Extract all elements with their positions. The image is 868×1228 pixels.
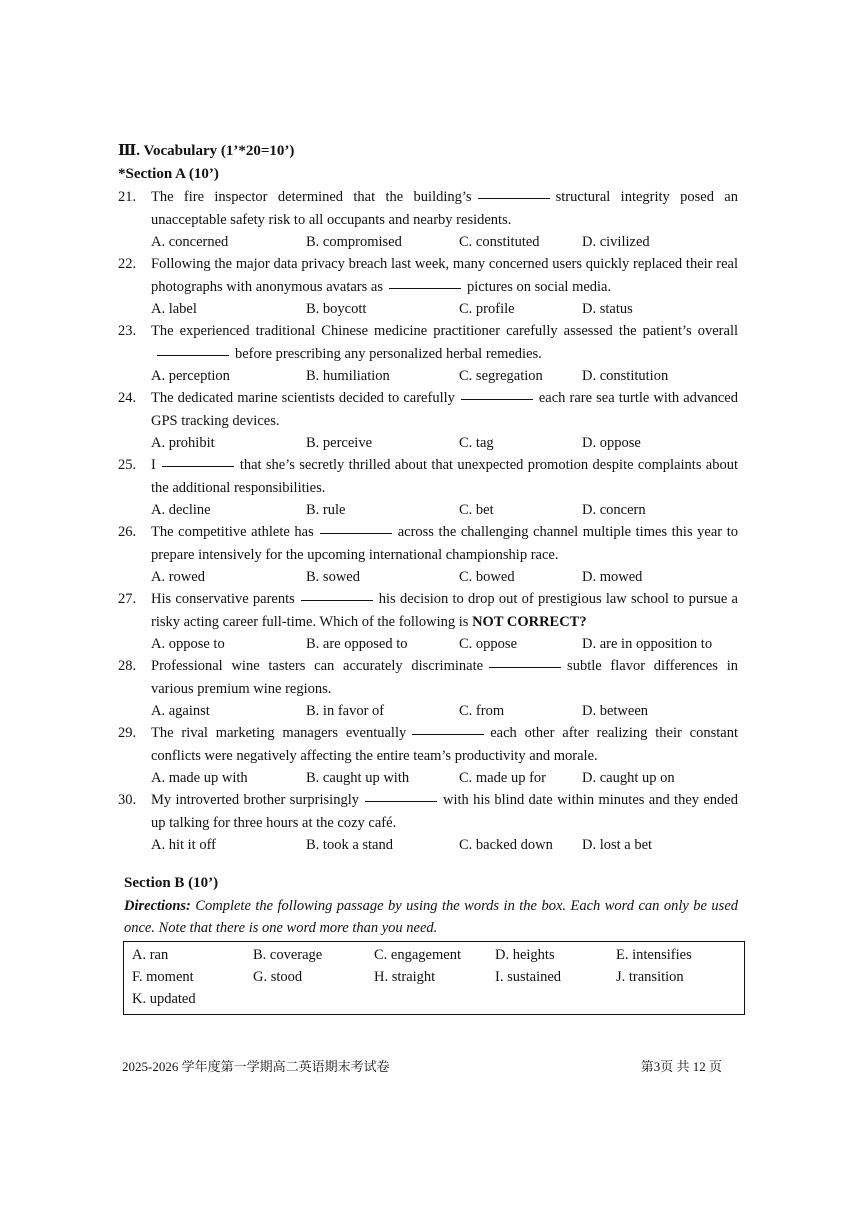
question-text-after: with his blind date within minutes and they ended up talking for three hours at the cozy café. [151,792,738,831]
question-item [118,253,738,320]
option-a[interactable]: A. oppose to [151,636,225,652]
options-row [118,231,738,253]
answer-blank[interactable] [389,287,461,289]
answer-blank[interactable] [489,666,561,668]
directions-text: Complete the following passage by using the words in the box. Each word can only be used once. Note that there is one word more than you need. [124,898,739,936]
question-text-after: structural integrity posed an unacceptable safety risk to all occupants and nearby residents. [151,189,738,228]
question-stem [118,655,738,700]
question-number: 28. [118,658,137,674]
question-item [118,320,738,387]
question-number: 24. [118,390,137,406]
option-b[interactable]: B. perceive [306,435,373,451]
answer-blank[interactable] [365,800,437,802]
word-box-item: D. heights [495,947,555,963]
question-stem [118,253,738,298]
word-box-item: H. straight [374,969,436,985]
options-row [118,834,738,856]
question-stem [118,454,738,499]
word-box [123,941,745,1015]
question-number: 22. [118,256,137,272]
option-b[interactable]: B. boycott [306,301,367,317]
question-text [151,186,738,231]
question-item [118,186,738,253]
option-c[interactable]: C. tag [459,435,494,451]
question-number: 27. [118,591,137,607]
question-number: 30. [118,792,137,808]
footer-exam-title: 2025-2026 学年度第一学期高二英语期末考试卷 [122,1059,390,1074]
question-text-before: The fire inspector determined that the building’s [151,189,472,205]
answer-blank[interactable] [461,398,533,400]
option-d[interactable]: D. status [582,301,633,317]
answer-blank[interactable] [157,354,229,356]
question-text-before: The experienced traditional Chinese medicine practitioner carefully assessed the patient’s overall [151,323,738,339]
question-text [151,588,738,633]
question-item [118,454,738,521]
option-a[interactable]: A. concerned [151,234,229,250]
answer-blank[interactable] [412,733,484,735]
word-box-item: A. ran [132,947,169,963]
question-text-before: Following the major data privacy breach last week, many concerned users quickly replaced their real photographs with anonymous avatars as [151,256,738,295]
question-text-after: across the challenging channel multiple times this year to prepare intensively for the upcoming international championship race. [151,524,738,563]
question-item [118,588,738,655]
word-box-item: I. sustained [495,969,562,985]
question-number: 23. [118,323,137,339]
vocabulary-section [118,140,738,1015]
question-text-after: his decision to drop out of prestigious law school to pursue a risky acting career full-time. Which of the following is [151,591,738,630]
option-c[interactable]: C. bowed [459,569,515,585]
question-item [118,722,738,789]
option-d[interactable]: D. between [582,703,649,719]
option-c[interactable]: C. made up for [459,770,546,786]
option-c[interactable]: C. constituted [459,234,540,250]
option-b[interactable]: B. in favor of [306,703,385,719]
option-b[interactable]: B. rule [306,502,346,518]
question-stem [118,320,738,365]
question-text-after: pictures on social media. [466,278,612,295]
question-item [118,789,738,856]
question-text [151,521,738,566]
question-number: 25. [118,457,137,473]
option-a[interactable]: A. rowed [151,569,205,585]
question-text-before: The dedicated marine scientists decided to carefully [151,390,455,406]
answer-blank[interactable] [478,197,550,199]
option-d[interactable]: D. mowed [582,569,643,585]
option-a[interactable]: A. decline [151,502,211,518]
option-c[interactable]: C. profile [459,301,515,317]
directions [118,895,738,939]
question-text [151,722,738,767]
word-box-item: J. transition [616,969,684,985]
option-c[interactable]: C. backed down [459,837,553,853]
option-b[interactable]: B. sowed [306,569,360,585]
question-stem [118,387,738,432]
option-a[interactable]: A. label [151,301,197,317]
option-d[interactable]: D. oppose [582,435,641,451]
option-a[interactable]: A. prohibit [151,435,215,451]
option-d[interactable]: D. civilized [582,234,650,250]
options-row [118,767,738,789]
question-text-after: each other after realizing their constant conflicts were negatively affecting the entire team’s productivity and morale. [151,725,738,764]
option-b[interactable]: B. compromised [306,234,402,250]
question-text-after: subtle flavor differences in various premium wine regions. [151,658,738,697]
option-b[interactable]: B. humiliation [306,368,390,384]
option-b[interactable]: B. took a stand [306,837,393,853]
answer-blank[interactable] [320,532,392,534]
options-row [118,633,738,655]
option-d[interactable]: D. are in opposition to [582,636,713,652]
options-row [118,298,738,320]
option-d[interactable]: D. concern [582,502,646,518]
question-text-before: The competitive athlete has [151,524,314,540]
question-text-before: His conservative parents [151,591,295,607]
option-a[interactable]: A. made up with [151,770,248,786]
section-b-title: Section B (10’) [124,875,219,891]
question-text-after: that she’s secretly thrilled about that unexpected promotion despite complaints about the additional responsibilities. [151,457,738,496]
question-item [118,521,738,588]
options-row [118,566,738,588]
question-text-before: I [151,457,156,473]
vocabulary-title: Ⅲ. Vocabulary (1’*20=10’) [118,143,295,159]
question-text-before: My introverted brother surprisingly [151,792,359,808]
question-stem [118,789,738,834]
option-b[interactable]: B. caught up with [306,770,410,786]
option-a[interactable]: A. hit it off [151,837,216,853]
answer-blank[interactable] [301,599,373,601]
word-box-item: B. coverage [253,947,323,963]
option-c[interactable]: C. segregation [459,368,543,384]
question-number: 26. [118,524,137,540]
question-text-before: Professional wine tasters can accurately discriminate [151,658,484,674]
option-c[interactable]: C. from [459,703,505,719]
question-number: 21. [118,189,137,205]
question-emphasis: NOT CORRECT? [472,613,587,630]
word-box-item: C. engagement [374,947,461,963]
answer-blank[interactable] [162,465,234,467]
question-text [151,253,738,298]
question-text [151,320,738,365]
question-list [118,186,738,856]
question-text [151,387,738,432]
option-a[interactable]: A. against [151,703,210,719]
question-item [118,655,738,722]
question-stem [118,186,738,231]
question-stem [118,588,738,633]
options-row [118,365,738,387]
option-a[interactable]: A. perception [151,368,230,384]
question-text-after: each rare sea turtle with advanced GPS tracking devices. [151,390,738,429]
section-a-title: *Section A (10’) [118,166,219,182]
question-text [151,789,738,834]
directions-label: Directions: [124,898,191,914]
question-text-after: before prescribing any personalized herbal remedies. [235,345,542,362]
question-text [151,655,738,700]
question-item [118,387,738,454]
options-row [118,499,738,521]
word-box-item: G. stood [253,969,303,985]
word-box-item: F. moment [132,969,194,985]
question-text [151,454,738,499]
option-d[interactable]: D. caught up on [582,770,675,786]
question-stem [118,722,738,767]
footer-page-number: 第3页 共 12 页 [640,1059,722,1074]
options-row [118,700,738,722]
option-b[interactable]: B. are opposed to [306,636,408,652]
option-d[interactable]: D. lost a bet [582,837,653,853]
question-text-before: The rival marketing managers eventually [151,725,407,741]
word-box-item: K. updated [132,991,196,1007]
option-d[interactable]: D. constitution [582,368,669,384]
options-row [118,432,738,454]
question-number: 29. [118,725,137,741]
option-c[interactable]: C. oppose [459,636,517,652]
question-stem [118,521,738,566]
option-c[interactable]: C. bet [459,502,494,518]
word-box-item: E. intensifies [616,947,692,963]
